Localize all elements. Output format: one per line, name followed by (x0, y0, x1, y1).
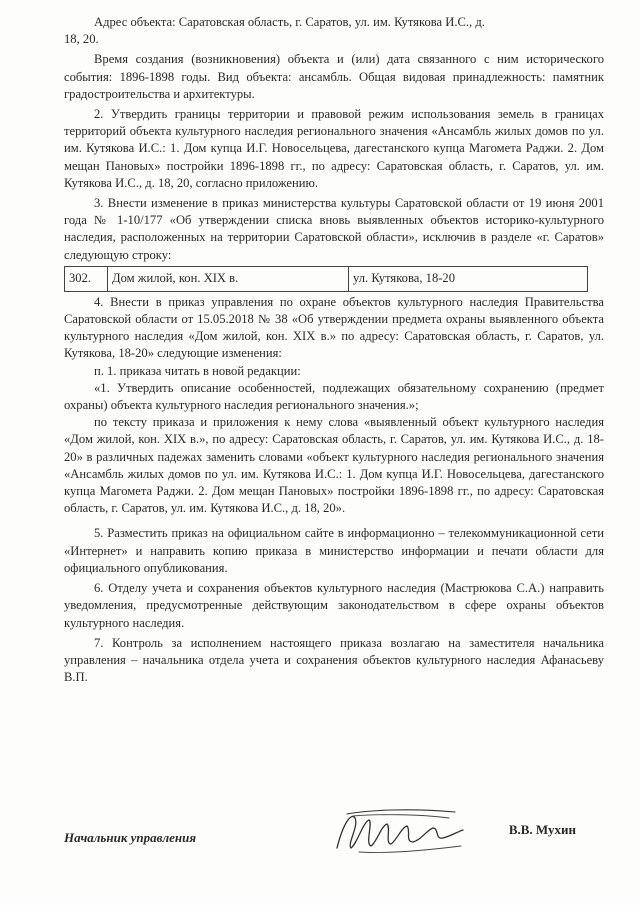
item-3-paragraph: 3. Внести изменение в приказ министерства культуры Саратовской области от 19 июня 2001 года № 1-10/177 «Об утверждении списка вновь выявленных объектов историко-культурного наследия, расположенных на территории Саратовской области», исключив в разделе «г. Саратов» следующую строку: (64, 196, 604, 262)
signatory-name: В.В. Мухин (508, 822, 576, 837)
excluded-row-table (64, 266, 588, 292)
signature-block (64, 822, 604, 862)
item-6-paragraph: 6. Отделу учета и сохранения объектов культурного наследия (Мастрюкова С.А.) направить уведомления, предусмотренные действующим законодательством в сфере охраны объектов культурного наследия. (64, 581, 604, 630)
item-4-replacement-text: по тексту приказа и приложения к нему слова «выявленный объект культурного наследия «Дом жилой, кон. XIX в.», по адресу: Саратовская область, г. Саратов, ул. им. Кутякова И.С., д. 18-20» в различных падежах заменить словами «объект культурного наследия регионального значения «Ансамбль жилых домов по ул. им. Кутякова И.С.: 1. Дом купца И.Г. Новосельцева, дагестанского купца Магомета Раджи. 2. Дом мещан Пановых» постройки 1896-1898 гг., по адресу: Саратовская область, г. Саратов, ул. им. Кутякова И.С., д. 18, 20». (64, 415, 604, 516)
row-object-address: ул. Кутякова, 18-20 (349, 266, 588, 291)
row-object-name: Дом жилой, кон. XIX в. (108, 266, 349, 291)
item-2-paragraph: 2. Утвердить границы территории и правовой режим использования земель в границах территорий объекта культурного наследия регионального значения «Ансамбль жилых домов по ул. им. Кутякова И.С.: 1. Дом купца И.Г. Новосельцева, дагестанского купца Магомета Раджи. 2. Дом мещан Пановых» постройки 1896-1898 гг., по адресу: Саратовская область, г. Саратов, ул. им. Кутякова И.С., д. 18, 20, согласно приложению. (64, 107, 604, 190)
item-5-paragraph: 5. Разместить приказ на официальном сайте в информационно – телекоммуникационной сети «Интернет» и направить копию приказа в министерство информации и печати области для официального опубликования. (64, 526, 604, 575)
address-line: Адрес объекта: Саратовская область, г. Саратов, ул. им. Кутякова И.С., д. (94, 15, 485, 29)
row-number: 302. (65, 266, 108, 291)
item-4-quote: «1. Утвердить описание особенностей, подлежащих обязательному сохранению (предмет охраны) объекта культурного наследия регионального значения.»; (64, 380, 604, 413)
table-row (65, 266, 588, 291)
address-continuation: 18, 20. (64, 32, 99, 47)
item-4-point-1: п. 1. приказа читать в новой редакции: (94, 363, 301, 378)
item-4-paragraph: 4. Внести в приказ управления по охране объектов культурного наследия Правительства Саратовской области от 15.05.2018 № 38 «Об утверждении предмета охраны выявленного объекта культурного наследия «Дом жилой, кон. XIX в.» по адресу: Саратовская область, г. Саратов, ул. Кутякова, 18-20» следующие изменения: (64, 294, 604, 361)
creation-paragraph: Время создания (возникновения) объекта и (или) дата связанного с ним исторического события: 1896-1898 годы. Вид объекта: ансамбль. Общая видовая принадлежность: памятник градостроительства и архитектуры. (64, 52, 604, 101)
document-body (64, 14, 604, 686)
handwritten-signature-icon (329, 804, 469, 860)
item-7-paragraph: 7. Контроль за исполнением настоящего приказа возлагаю на заместителя начальника управления – начальника отдела учета и сохранения объектов культурного наследия Афанасьеву В.П. (64, 635, 604, 685)
signatory-position: Начальник управления (64, 830, 197, 845)
